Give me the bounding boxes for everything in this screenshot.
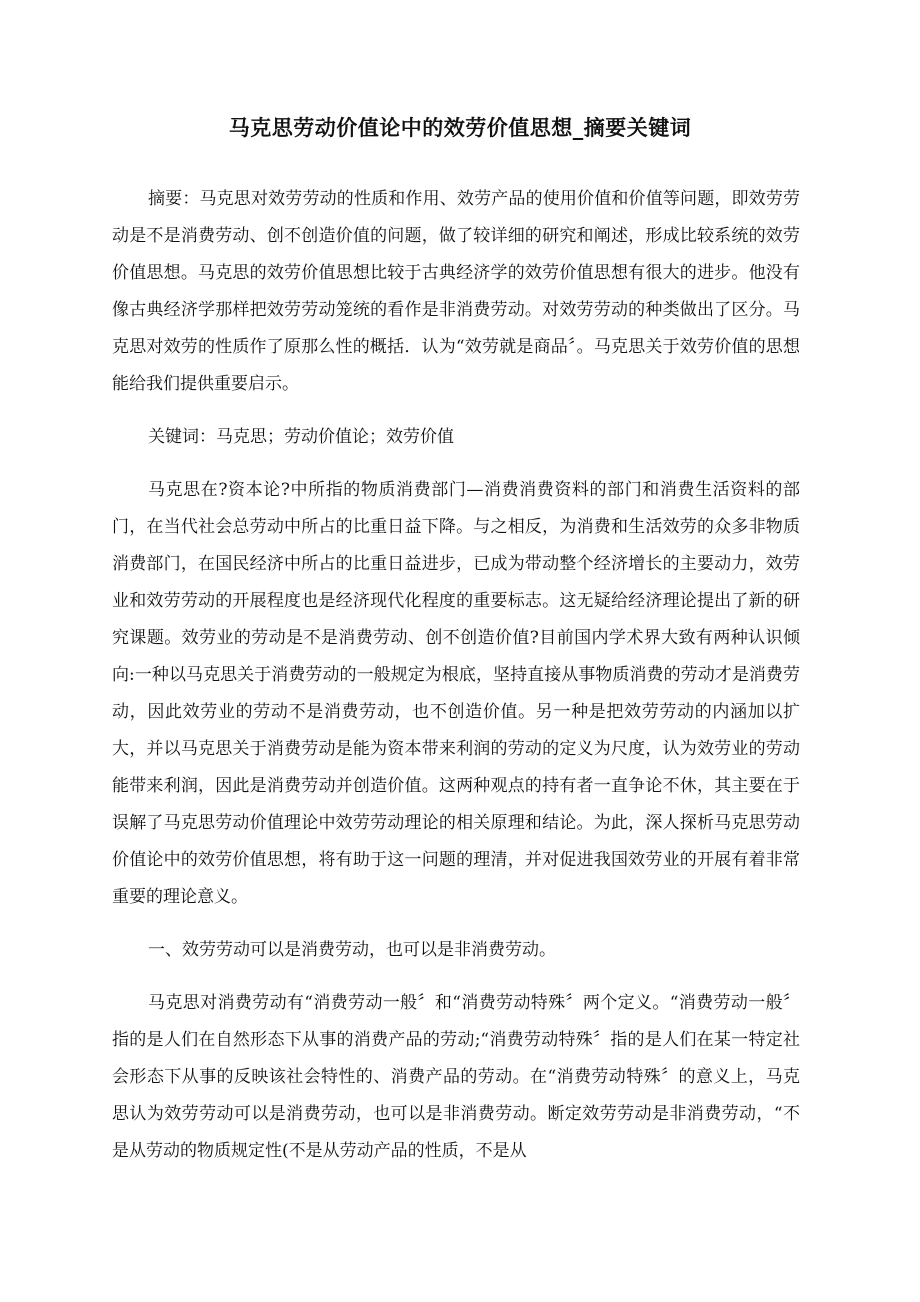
section-heading: 一、效劳劳动可以是消费劳动，也可以是非消费劳动。 (148, 940, 556, 960)
abstract-paragraph: 摘要：马克思对效劳劳动的性质和作用、效劳产品的使用价值和价值等问题，即效劳劳动是不是消费劳动、创不创造价值的问题，做了较详细的研究和阐述，形成比较系统的效劳价值思想。马克思的效劳价值思想比较于古典经济学的效劳价值思想有很大的进步。他没有像古典经济学那样把效劳劳动笼统的看作是非消费劳动。对效劳劳动的种类做出了区分。马克思对效劳的性质作了原那么性的概括．认为“效劳就是商品〞。马克思关于效劳价值的思想能给我们提供重要启示。 (112, 189, 800, 394)
keywords-paragraph: 关键词：马克思；劳动价值论；效劳价值 (148, 427, 454, 447)
body-paragraph: 马克思在?资本论?中所指的物质消费部门—消费消费资料的部门和消费生活资料的部门，在当代社会总劳动中所占的比重日益下降。与之相反，为消费和生活效劳的众多非物质消费部门，在国民经济中所占的比重日益进步，已成为带动整个经济增长的主要动力，效劳业和效劳劳动的开展程度也是经济现代化程度的重要标志。这无疑给经济理论提出了新的研究课题。效劳业的劳动是不是消费劳动、创不创造价值?目前国内学术界大致有两种认识倾向:一种以马克思关于消费劳动的一般规定为根底，坚持直接从事物质消费的劳动才是消费劳动，因此效劳业的劳动不是消费劳动，也不创造价值。另一种是把效劳劳动的内涵加以扩大，并以马克思关于消费劳动是能为资本带来利润的劳动的定义为尺度，认为效劳业的劳动能带来利润，因此是消费劳动并创造价值。这两种观点的持有者一直争论不休，其主要在于误解了马克思劳动价值理论中效劳劳动理论的相关原理和结论。为此，深人探析马克思劳动价值论中的效劳价值思想，将有助于这一问题的理清，并对促进我国效劳业的开展有着非常重要的理论意义。 (112, 480, 800, 907)
body-paragraph: 马克思对消费劳动有“消费劳动一般〞和“消费劳动特殊〞两个定义。“消费劳动一般〞指的是人们在自然形态下从事的消费产品的劳动;“消费劳动特殊〞指的是人们在某一特定社会形态下从事的反映该社会特性的、消费产品的劳动。在“消费劳动特殊〞的意义上，马克思认为效劳劳动可以是消费劳动，也可以是非消费劳动。断定效劳劳动是非消费劳动，“不是从劳动的物质规定性(不是从劳动产品的性质，不是从 (112, 993, 800, 1161)
document-body (112, 181, 800, 1186)
page-title: 马克思劳动价值论中的效劳价值思想_摘要关键词 (228, 116, 692, 140)
